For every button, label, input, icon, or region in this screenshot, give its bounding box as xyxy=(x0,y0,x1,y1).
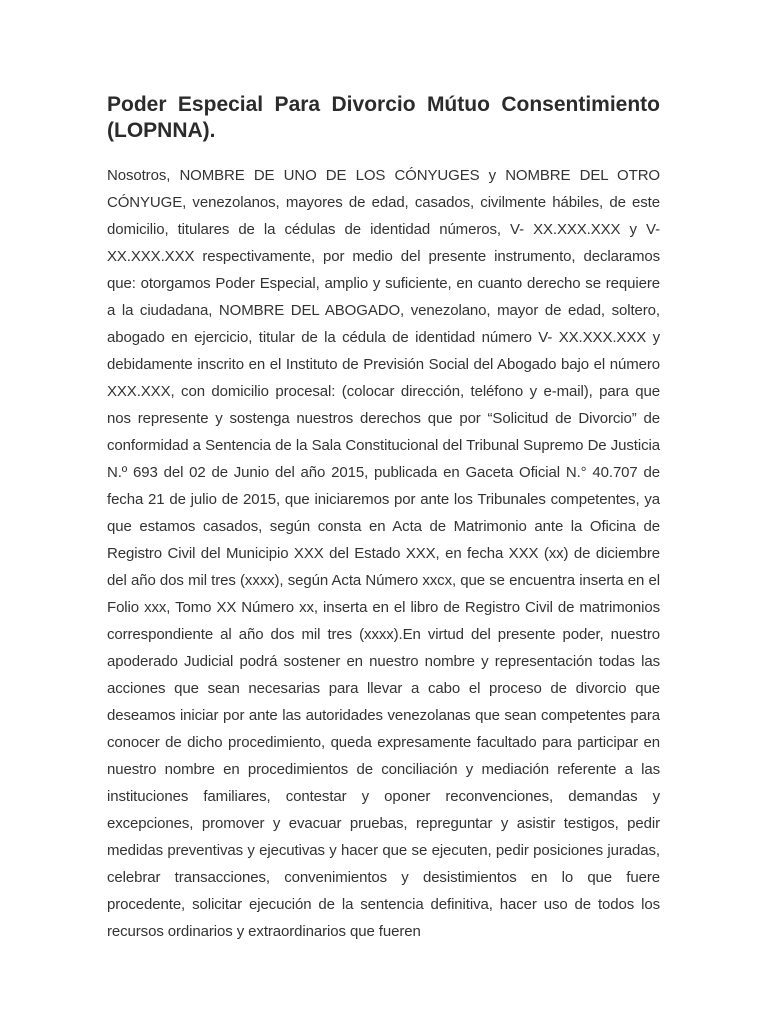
document-body-paragraph: Nosotros, NOMBRE DE UNO DE LOS CÓNYUGES y NOMBRE DEL OTRO CÓNYUGE, venezolanos, mayores de edad, casados, civilmente hábiles, de este domicilio, titulares de la cédulas de identidad números, V- XX.XXX.XXX y V- XX.XXX.XXX respectivamente, por medio del presente instrumento, declaramos que: otorgamos Poder Especial, amplio y suficiente, en cuanto derecho se requiere a la ciudadana, NOMBRE DEL ABOGADO, venezolano, mayor de edad, soltero, abogado en ejercicio, titular de la cédula de identidad número V- XX.XXX.XXX y debidamente inscrito en el Instituto de Previsión Social del Abogado bajo el número XXX.XXX, con domicilio procesal: (colocar dirección, teléfono y e-mail), para que nos represente y sostenga nuestros derechos que por “Solicitud de Divorcio” de conformidad a Sentencia de la Sala Constitucional del Tribunal Supremo De Justicia N.º 693 del 02 de Junio del año 2015, publicada en Gaceta Oficial N.° 40.707 de fecha 21 de julio de 2015, que iniciaremos por ante los Tribunales competentes, ya que estamos casados, según consta en Acta de Matrimonio ante la Oficina de Registro Civil del Municipio XXX del Estado XXX, en fecha XXX (xx) de diciembre del año dos mil tres (xxxx), según Acta Número xxcx, que se encuentra inserta en el Folio xxx, Tomo XX Número xx, inserta en el libro de Registro Civil de matrimonios correspondiente al año dos mil tres (xxxx).En virtud del presente poder, nuestro apoderado Judicial podrá sostener en nuestro nombre y representación todas las acciones que sean necesarias para llevar a cabo el proceso de divorcio que deseamos iniciar por ante las autoridades venezolanas que sean competentes para conocer de dicho procedimiento, queda expresamente facultado para participar en nuestro nombre en procedimientos de conciliación y mediación referente a las instituciones familiares, contestar y oponer reconvenciones, demandas y excepciones, promover y evacuar pruebas, repreguntar y asistir testigos, pedir medidas preventivas y ejecutivas y hacer que se ejecuten, pedir posiciones juradas, celebrar transacciones, convenimientos y desistimientos en lo que fuere procedente, solicitar ejecución de la sentencia definitiva, hacer uso de todos los recursos ordinarios y extraordinarios que fueren xyxy=(107,167,660,940)
document-title: Poder Especial Para Divorcio Mútuo Consentimiento (LOPNNA). xyxy=(107,93,660,142)
